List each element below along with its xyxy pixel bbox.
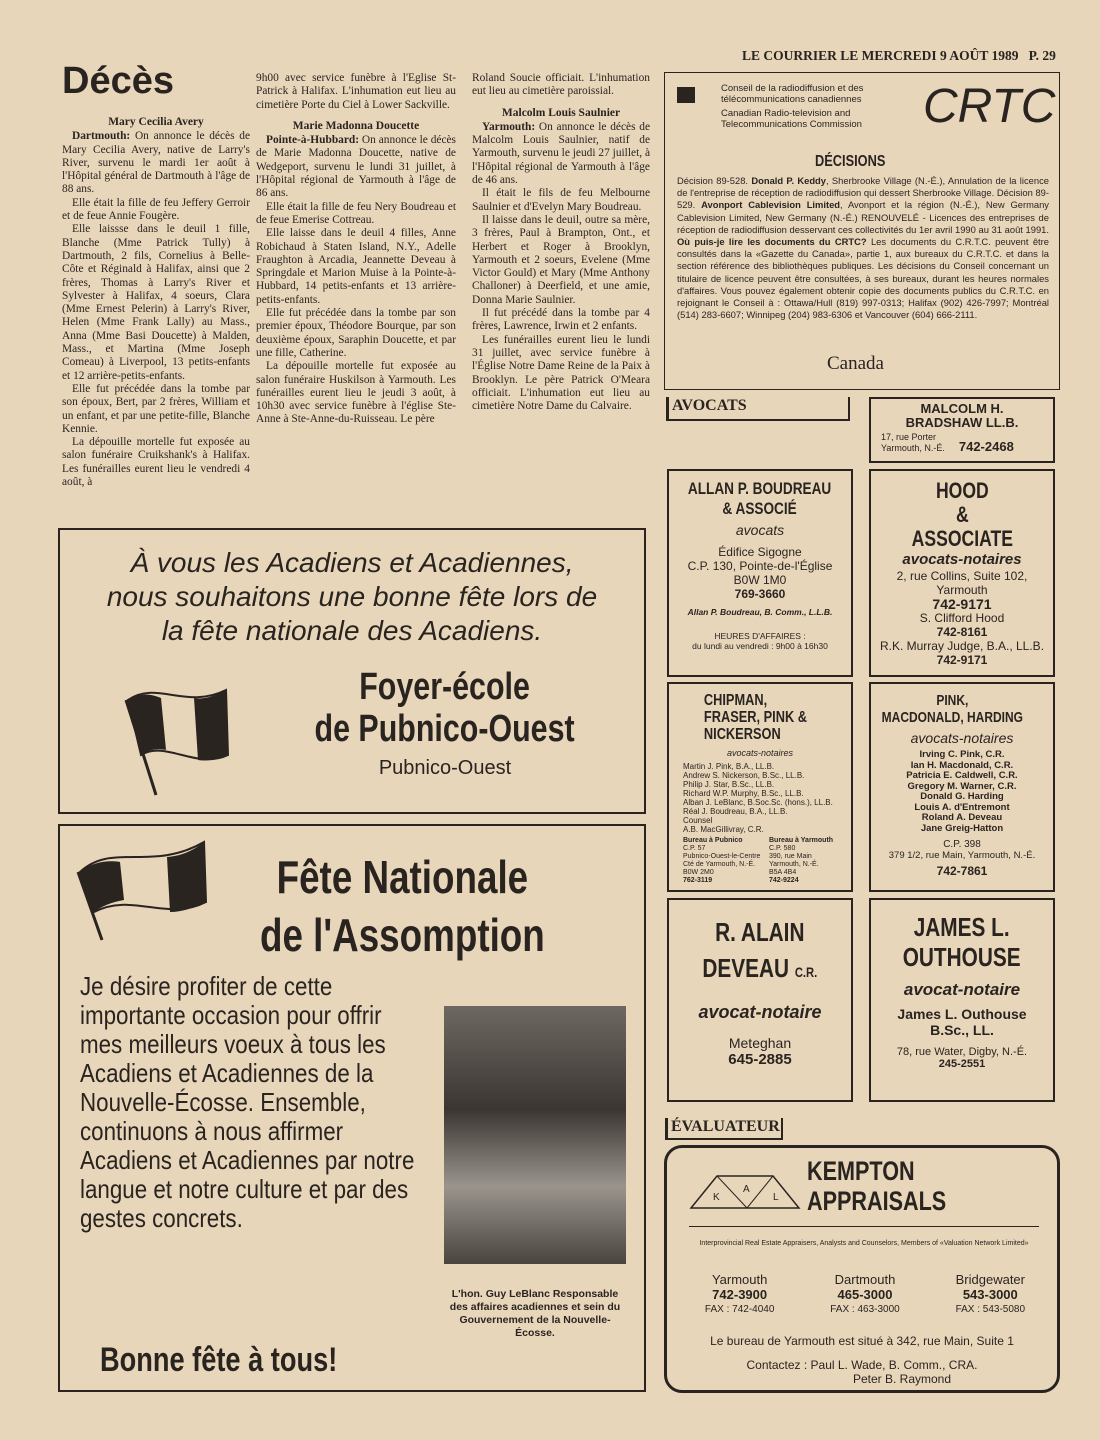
organization-block	[260, 666, 630, 780]
address: 379 1/2, rue Main, Yarmouth, N.-É.	[888, 850, 1036, 861]
greeting: À vous les Acadiens et Acadiennes, nous souhaitons une bonne fête lors de la fête nationale des Acadiens.	[106, 547, 598, 646]
office-line: B5A 4B4	[769, 869, 797, 876]
lawyer-name: Ian H. Macdonald, C.R.	[910, 759, 1014, 771]
lawyer-name: Allan P. Boudreau, B. Comm., L.L.B.	[687, 607, 833, 617]
kal-logo	[687, 1172, 807, 1212]
lawyer-list	[669, 762, 851, 834]
lawyer-name: Jane Greig-Hatton	[920, 822, 1004, 834]
crtc-text-run: Où puis-je lire les documents du CRTC?	[677, 236, 867, 248]
phone: 245-2551	[938, 1058, 986, 1070]
crtc-name	[721, 83, 921, 130]
office-city: Bridgewater	[955, 1272, 1025, 1287]
lawyer-name: Andrew S. Nickerson, B.Sc., LL.B.	[683, 771, 805, 780]
obituary-text: 9h00 avec service funèbre à l'Eglise St-Patrick à Halifax. L'inhumation eut lieu au cimetière Porte du Ciel à Lower Sackville.	[256, 72, 456, 111]
ad-foyer-ecole	[58, 528, 646, 814]
obituary-paragraph	[256, 134, 456, 200]
hours: du lundi au vendredi : 9h00 à 16h30	[692, 641, 828, 651]
logo-letter: A	[743, 1184, 750, 1195]
lawyer-name: Philip J. Star, B.Sc., LL.B.	[683, 780, 775, 789]
crtc-decisions-text	[677, 175, 1049, 321]
obituary-paragraph	[256, 307, 456, 360]
lawyer-name: Patricia E. Caldwell, C.R.	[906, 770, 1018, 781]
lawyer-name: A.B. MacGillivray, C.R.	[683, 825, 764, 834]
office-phone: 543-3000	[962, 1287, 1018, 1302]
phone: 742-2468	[958, 439, 1014, 454]
po-box: C.P. 398	[943, 839, 981, 850]
ad-pink-macdonald	[869, 682, 1055, 892]
obituary-location: Yarmouth:	[482, 120, 536, 133]
acadian-flag-icon	[72, 832, 212, 942]
acadian-flag-icon	[116, 670, 236, 800]
office-line: Bureau à Yarmouth	[769, 837, 834, 844]
section-avocats: AVOCATS	[666, 397, 850, 421]
obituary-paragraph	[62, 197, 250, 224]
lawyer-name: Irving C. Pink, C.R.	[919, 749, 1005, 760]
office-pubnico	[683, 837, 769, 885]
masthead-title: LE COURRIER LE MERCREDI 9 AOÛT 1989	[742, 48, 1019, 63]
ad-deveau	[667, 898, 853, 1102]
ad-subtitle: avocats	[735, 522, 785, 538]
address: Édifice Sigogne	[718, 545, 802, 559]
lawyer-list	[871, 750, 1053, 834]
contact: Contactez : Paul L. Wade, B. Comm., CRA.	[746, 1358, 978, 1372]
office-line: Bureau à Pubnico	[683, 837, 743, 844]
office-line: C.P. 580	[769, 845, 796, 852]
ad-subtitle: avocats-notaires	[910, 730, 1014, 746]
address: Le bureau de Yarmouth est situé à 342, rue Main, Suite 1	[710, 1334, 1014, 1348]
crtc-text-run: , Avonport et la région (N.-É.), New Germany Cablevision Limited, New Germany (N.-É.) RENOUVELÉ - Licences des entreprises de réception de radiodiffusion desservant ces collectivités du 1er avril 1990 au 31 août 1991.	[677, 199, 1049, 235]
obituary-text: On annonce le décès de Mary Cecilia Avery, native de Larry's River, survenu le mardi 1er août à l'Hôpital général de Dartmouth à l'âge de 88 ans.	[62, 130, 250, 196]
office-yarmouth	[769, 837, 833, 885]
ad-name: MALCOLM H. BRADSHAW LL.B.	[905, 401, 1019, 430]
obituary-text: Elle laisse dans le deuil 4 filles, Anne Robichaud à Staten Island, N.Y., Adelle Fraughton à Arcadia, Jeannette Deveau à Springdale et Marion Muise à la Pointe-à-Hubbard, 14 petits-enfants et 13 arrière-petits-enfants.	[256, 227, 456, 306]
office-fax: FAX : 543-5080	[955, 1304, 1026, 1315]
ad-hood	[869, 469, 1055, 677]
ad-name: ALLAN P. BOUDREAU & ASSOCIÉ	[688, 479, 832, 518]
ad-subtitle: avocats-notaires	[902, 551, 1022, 568]
ad-boudreau	[667, 469, 853, 677]
section-evaluateur: ÉVALUATEUR	[665, 1118, 783, 1140]
lawyer-name: Louis A. d'Entremont	[914, 801, 1010, 813]
crtc-notice	[664, 72, 1060, 390]
degrees: B.Sc., LL.	[930, 1022, 994, 1038]
obituary-paragraph	[472, 121, 650, 187]
obituary-paragraph	[472, 72, 650, 99]
phone: 742-8161	[936, 625, 988, 639]
office-line: Yarmouth, N.-É.	[769, 861, 819, 868]
ad-kempton-appraisals	[664, 1145, 1060, 1393]
ad-subtitle: avocats-notaires	[726, 748, 794, 758]
logo-letter: K	[713, 1192, 720, 1203]
obituary-paragraph	[62, 130, 250, 196]
obituary-paragraph	[62, 383, 250, 436]
obituary-name: Malcolm Louis Saulnier	[501, 106, 621, 119]
ad-name: R. ALAIN DEVEAU C.R.	[702, 917, 818, 983]
decisions-heading: DÉCISIONS	[815, 153, 886, 170]
ad-subtitle: avocat-notaire	[903, 980, 1021, 999]
ad-subtitle: avocat-notaire	[698, 1002, 822, 1022]
office-line: 762-3119	[683, 877, 713, 884]
obituary-name: Marie Madonna Doucette	[292, 119, 420, 132]
lawyer-name: Richard W.P. Murphy, B.Sc., LL.B.	[683, 789, 804, 798]
address: 2, rue Collins, Suite 102,	[896, 569, 1028, 583]
phone: 742-9171	[932, 596, 992, 612]
obituary-text: On annonce le décès de Marie Madonna Doucette, native de Wedgeport, survenu le lundi 31 juillet, à l'Hôpital régional de Yarmouth à l'âge de 86 ans.	[256, 134, 456, 200]
crtc-text-run: , Sherbrooke Village (N.-É.), Annulation de la licence de l'entreprise de réception de radiodiffusion qui dessert Sherbrooke Village. Décision 89-529.	[677, 175, 1049, 211]
obituary-text: Il fut précédé dans la tombe par 4 frères, Lawrence, Irwin et 2 enfants.	[472, 307, 650, 333]
obituary-location: Dartmouth:	[72, 130, 131, 143]
address: 17, rue Porter	[881, 432, 937, 442]
office-fax: FAX : 463-3000	[830, 1304, 900, 1315]
obituary-name: Mary Cecilia Avery	[108, 116, 204, 128]
canada-flag-icon	[677, 87, 695, 103]
obituary-text: Elle était la fille de feu Jeffery Gerroir et de feue Annie Fougère.	[62, 196, 250, 223]
obituary-column-2	[256, 72, 456, 427]
obituary-location: Pointe-à-Hubbard:	[266, 134, 360, 147]
crtc-name-en: Canadian Radio-television and Telecommunications Commission	[721, 108, 862, 130]
contact: Peter B. Raymond	[852, 1372, 952, 1386]
office-line: Cté de Yarmouth, N.-É.	[683, 861, 756, 868]
lawyer-name: Réal J. Boudreau, B.A., LL.B.	[683, 807, 788, 816]
obituary-text: Les funérailles eurent lieu le lundi 31 juillet, avec service funèbre à l'Église Notre Dame Reine de la Paix à Brooklyn. Le père Patrick O'Meara officiait. L'inhumation eut lieu au cimetière Notre Dame du Calvaire.	[472, 333, 650, 413]
crtc-text-run: Avonport Cablevision Limited	[701, 199, 841, 211]
lawyer-name: Counsel	[683, 816, 713, 825]
deces-heading: Décès	[62, 60, 174, 102]
lawyer-name: Donald G. Harding	[920, 791, 1004, 802]
obituary-text: Roland Soucie officiait. L'inhumation eut lieu au cimetière paroissial.	[472, 72, 650, 98]
crtc-text-run: Décision 89-528.	[677, 175, 752, 186]
obituary-text: Il était le fils de feu Melbourne Saulnier et d'Evelyn Mary Boudreau.	[472, 187, 650, 213]
office-line: Pubnico-Ouest-le-Centre	[683, 853, 761, 860]
obituary-paragraph	[472, 214, 650, 307]
ad-outhouse	[869, 898, 1055, 1102]
crtc-logo: CRTC	[923, 80, 1056, 133]
lawyer-name: Gregory M. Warner, C.R.	[907, 780, 1017, 792]
obituary-paragraph	[256, 360, 456, 426]
crtc-text-run: Les documents du C.R.T.C. peuvent être consultés dans la «Gazette du Canada», partie 1, aux bureaux du C.R.T.C. et dans la section référence des bibliothèques publiques. Les décisions du Conseil concernant un titulaire de licence peuvent être consultées, à ses bureaux, durant les heures normales d'affaires. Vous pouvez également obtenir copie des documents publics du C.R.T.C. en rejoignant le Conseil à : Ottawa/Hull (819) 997-0313; Halifax (902) 426-7997; Montréal (514) 283-6607; Winnipeg (204) 983-6306 et Vancouver (604) 666-2111.	[677, 236, 1049, 321]
ad-bradshaw	[869, 397, 1055, 463]
phone: 742-7861	[936, 864, 988, 878]
address: C.P. 130, Pointe-de-l'Église	[687, 559, 833, 573]
office-line: B0W 2M0	[683, 869, 714, 876]
office	[705, 1272, 775, 1317]
office-phone: 742-3900	[712, 1287, 768, 1302]
city: Yarmouth	[936, 583, 988, 597]
postal-code: B0W 1M0	[733, 573, 787, 587]
logo-letter: L	[773, 1192, 779, 1203]
place: Pubnico-Ouest	[378, 757, 512, 779]
phone: 742-9171	[936, 653, 988, 667]
obituary-column-1	[62, 108, 250, 489]
obituary-paragraph	[62, 223, 250, 383]
office-line: 390, rue Main	[769, 853, 812, 860]
lawyer-name: Martin J. Pink, B.A., LL.B.	[683, 762, 775, 771]
obituary-paragraph	[472, 187, 650, 214]
office-fax: FAX : 742-4040	[704, 1304, 775, 1315]
obituary-paragraph	[62, 436, 250, 489]
portrait-photo	[444, 1006, 626, 1264]
obituary-text: La dépouille mortelle fut exposée au salon funéraire Cruikshank's à Halifax. Les funérailles eurent lieu le vendredi 4 août, à	[62, 436, 250, 489]
ad-name: CHIPMAN, FRASER, PINK & NICKERSON	[703, 692, 807, 743]
office	[956, 1272, 1026, 1317]
office-city: Yarmouth	[711, 1272, 768, 1287]
message: Je désire profiter de cette importante occasion pour offrir mes meilleurs voeux à tous les Acadiens et Acadiennes de la Nouvelle-Écosse. Ensemble, continuons à nous affirmer Acadiens et Acadiennes par notre langue et notre culture et par des gestes concrets.	[80, 971, 415, 1233]
lawyer-name: James L. Outhouse	[897, 1006, 1027, 1022]
ad-name: PINK, MACDONALD, HARDING	[881, 692, 1023, 726]
lawyer-name: Alban J. LeBlanc, B.Soc.Sc. (hons.), LL.B.	[683, 798, 833, 807]
lawyer-name: R.K. Murray Judge, B.A., LL.B.	[879, 639, 1045, 653]
obituary-column-3	[472, 72, 650, 413]
city: Yarmouth, N.-É.	[881, 443, 945, 453]
office-city: Dartmouth	[834, 1272, 896, 1287]
office-list	[677, 1272, 1053, 1317]
obituary-text: La dépouille mortelle fut exposée au salon funéraire Huskilson à Yarmouth. Les funérailles eurent lieu le jeudi 3 août, à 10h30 avec service funèbre à l'église Ste-Anne à Ste-Anne-du-Ruisseau. Le père	[256, 360, 456, 426]
tagline: Interprovincial Real Estate Appraisers, Analysts and Counselors, Members of «Valuation Network Limited»	[689, 1226, 1039, 1248]
lawyer-name: Roland A. Deveau	[921, 812, 1003, 823]
obituary-text: Elle laissse dans le deuil 1 fille, Blanche (Mme Patrick Tully) à Dartmouth, 2 fils, Cornelius à Belle-Côte et Réginald à Halifax, ainsi que 2 frères, Thomas à Larry's River et Sylvester à Halifax, 4 soeurs, Clara (Mme Ernest Pelerin) à Larry's River, Helen (Mme Frank Lally) au Mass., Anna (Mme Basi Doucette) à Malden, Mass., et Martina (Mme Joseph Comeau) à Liverpool, 13 petits-enfants et 12 arrière-petits-enfants.	[62, 223, 250, 382]
phone: 645-2885	[728, 1051, 792, 1068]
photo-caption: L'hon. Guy LeBlanc Responsable des affaires acadiennes et sein du Gouvernement de la Nouvelle-Écosse.	[449, 1288, 621, 1339]
phone: 769-3660	[734, 587, 786, 601]
closing-message: Bonne fête à tous!	[100, 1341, 338, 1379]
organization-name: Foyer-école de Pubnico-Ouest	[314, 666, 576, 750]
obituary-paragraph	[472, 307, 650, 334]
obituary-paragraph	[256, 201, 456, 228]
obituary-text: Elle fut précédée dans la tombe par son époux, Bert, par 2 frères, William et un enfant, et par une petite-fille, Blanche Kennie.	[62, 382, 250, 435]
ad-name: JAMES L. OUTHOUSE	[903, 912, 1021, 972]
masthead	[742, 48, 1056, 64]
office-phone: 465-3000	[837, 1287, 893, 1302]
obituary-text: On annonce le décès de Malcolm Louis Saulnier, natif de Yarmouth, survenu le jeudi 27 juillet, à l'Hôpital régional de Yarmouth à l'âge de 46 ans.	[472, 120, 650, 187]
ad-name: KEMPTON APPRAISALS	[807, 1156, 947, 1216]
address: 78, rue Water, Digby, N.-É.	[896, 1046, 1028, 1058]
page-number: P. 29	[1028, 48, 1056, 63]
ad-fete-nationale	[58, 824, 646, 1392]
ad-name: HOOD & ASSOCIATE	[911, 478, 1013, 551]
office	[830, 1272, 900, 1317]
crtc-name-fr: Conseil de la radiodiffusion et des télécommunications canadiennes	[721, 83, 864, 105]
obituary-paragraph	[256, 72, 456, 112]
office-line: C.P. 57	[683, 845, 706, 852]
ad-chipman	[667, 682, 853, 892]
obituary-text: Elle fut précédée dans la tombe par son premier époux, Théodore Bourque, par son deuxième époux, Saraphin Doucette, et par une fille, Catherine.	[256, 307, 456, 359]
crtc-text-run: Donald P. Keddy	[751, 175, 826, 186]
obituary-paragraph	[256, 227, 456, 307]
ad-title: Fête Nationale de l'Assomption	[260, 851, 545, 961]
lawyer-name: S. Clifford Hood	[919, 611, 1005, 625]
canada-wordmark: Canada	[827, 353, 884, 374]
obituary-text: Elle était la fille de feu Nery Boudreau et de feue Emerise Cottreau.	[256, 200, 456, 226]
obituary-text: Il laisse dans le deuil, outre sa mère, 3 frères, Paul à Brampton, Ont., et Herbert et Roger à Brooklyn, Yarmouth et 2 soeurs, Evelene (Mme Victor Gould) et Mary (Mme Anthony Challoner) à Deerfield, et une amie, Donna Marie Saulnier.	[472, 213, 650, 306]
obituary-paragraph	[472, 334, 650, 414]
office-line: 742-9224	[769, 877, 799, 884]
hours-label: HEURES D'AFFAIRES :	[714, 631, 806, 641]
town: Meteghan	[728, 1035, 792, 1051]
